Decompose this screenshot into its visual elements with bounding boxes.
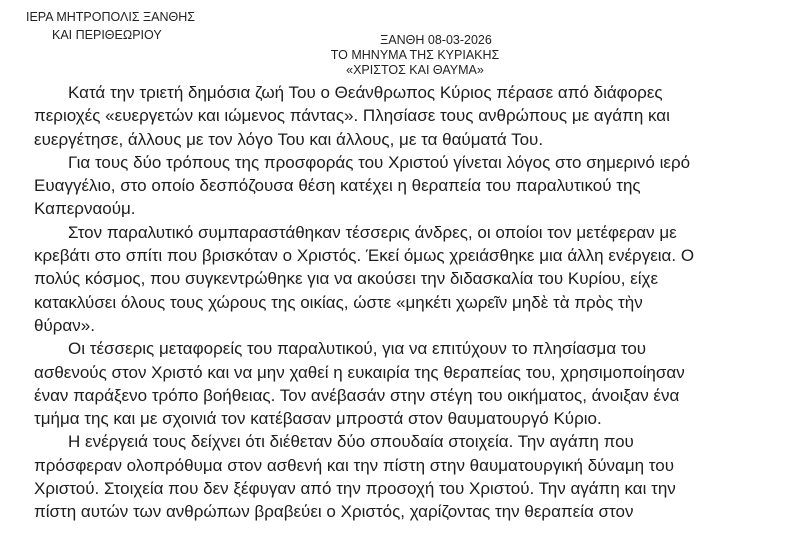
issuer-block: [26, 8, 195, 44]
paragraph-2-line-3: Καπερναούμ.: [34, 199, 136, 219]
paragraph-4-line-2: ασθενούς στον Χριστό και να μην χαθεί η ευκαιρία της θεραπείας του, χρησιμοποίησαν: [34, 362, 685, 382]
message-title: ΤΟ ΜΗΝΥΜΑ ΤΗΣ ΚΥΡΙΑΚΗΣ: [330, 48, 500, 62]
paragraph-5-line-3: Χριστού. Στοιχεία που δεν ξέφυγαν από την προσοχή του Χριστού. Την αγάπη και την: [34, 479, 676, 499]
paragraph-3-line-5: θύραν».: [34, 315, 95, 335]
paragraph-1-line-1: Κατά την τριετή δημόσια ζωή Του ο Θεάνθρωπος Κύριος πέρασε από διάφορες: [68, 83, 663, 102]
document-heading: [250, 33, 580, 78]
paragraph-2-line-2: Ευαγγέλιο, στο οποίο δεσπόζουσα θέση κατέχει η θεραπεία του παραλυτικού της: [34, 176, 641, 196]
paragraph-3-line-1: Στον παραλυτικό συμπαραστάθηκαν τέσσερις άνδρες, οι οποίοι τον μετέφεραν με: [68, 222, 677, 242]
message-body: [34, 81, 786, 524]
paragraph-3-line-3: πολύς κόσμος, που συγκεντρώθηκε για να ακούσει την διδασκαλία του Κυρίου, είχε: [34, 269, 659, 289]
paragraph-2-line-1: Για τους δύο τρόπους της προσφοράς του Χριστού γίνεται λόγος στο σημερινό ιερό: [68, 152, 691, 172]
paragraph-4-line-1: Οι τέσσερις μεταφορείς του παραλυτικού, για να επιτύχουν το πλησίασμα του: [68, 339, 647, 359]
message-subtitle: «ΧΡΙΣΤΟΣ ΚΑΙ ΘΑΥΜΑ»: [346, 63, 484, 77]
paragraph-3-line-2: κρεβάτι στο σπίτι που βρισκόταν ο Χριστός. Έκεί όμως χρειάσθηκε μια άλλη ενέργεια. Ο: [34, 246, 695, 266]
paragraph-5-line-1: Η ενέργειά τους δείχνει ότι διέθεταν δύο σπουδαία στοιχεία. Την αγάπη που: [68, 432, 634, 452]
org-name-line2: ΚΑΙ ΠΕΡΙΘΕΩΡΙΟΥ: [52, 28, 162, 42]
paragraph-1-line-2: περιοχές «ευεργετών και ιώμενος πάντας». Πλησίασε τους ανθρώπους με αγάπη και: [34, 106, 670, 126]
paragraph-3-line-4: κατακλύσει όλους τους χώρους της οικίας, ώστε «μηκέτι χωρεῖν μηδὲ τὰ πρὸς τὴν: [34, 292, 643, 312]
paragraph-4-line-3: έναν παράξενο τρόπο βοήθειας. Τον ανέβασάν στην στέγη του οικήματος, άνοιξαν ένα: [34, 385, 680, 405]
paragraph-5-line-2: πρόσφεραν ολοπρόθυμα στον ασθενή και την πίστη στην θαυματουργική δύναμη του: [34, 455, 675, 475]
date-line: ΞΑΝΘΗ 08-03-2026: [380, 33, 492, 47]
org-name-line1: ΙΕΡΑ ΜΗΤΡΟΠΟΛΙΣ ΞΑΝΘΗΣ: [26, 10, 195, 24]
paragraph-4-line-4: τμήμα της και με σχοινιά τον κατέβασαν μπροστά στον θαυματουργό Κύριο.: [34, 409, 602, 429]
paragraph-1-line-3: ευεργέτησε, άλλους με τον λόγο Του και άλλους, με τα θαύματά Του.: [34, 129, 544, 149]
paragraph-5-line-4: πίστη αυτών των ανθρώπων βραβεύει ο Χριστός, χαρίζοντας την θεραπεία στον: [34, 502, 634, 522]
